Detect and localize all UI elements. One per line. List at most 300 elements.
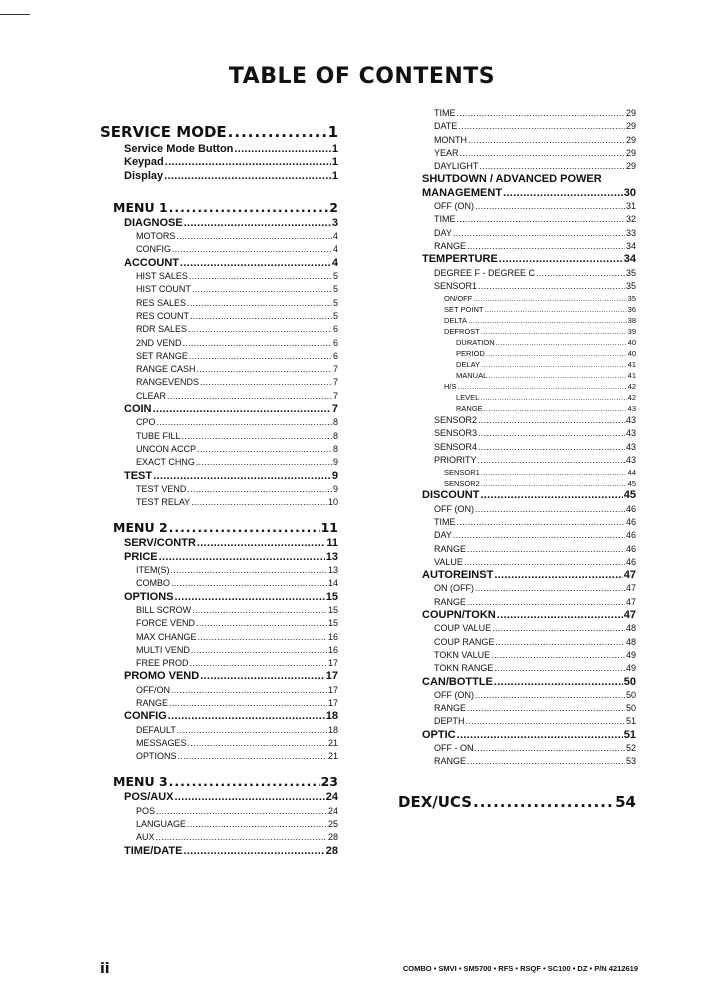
toc-entry-pos-aux[interactable] xyxy=(100,791,338,804)
toc-page-number: 10 xyxy=(327,497,338,508)
toc-page-number: 43 xyxy=(625,415,636,426)
toc-page-number: 16 xyxy=(327,644,338,655)
toc-page-number: 25 xyxy=(327,819,338,830)
toc-entry-label: SHUTDOWN / ADVANCED POWER xyxy=(422,173,602,186)
toc-entry-tube-fill[interactable] xyxy=(100,430,338,443)
toc-entry-options[interactable] xyxy=(100,591,338,604)
toc-dot-leader xyxy=(228,121,327,143)
toc-dot-leader xyxy=(488,370,626,381)
toc-entry-pos[interactable] xyxy=(100,805,338,818)
toc-entry-label: LANGUAGE xyxy=(136,819,187,830)
toc-entry-autoreinst[interactable] xyxy=(398,569,636,582)
toc-entry-label: DAY xyxy=(434,227,452,238)
toc-dot-leader xyxy=(494,662,625,675)
toc-page-number: 46 xyxy=(625,530,636,541)
toc-entry-free-prod[interactable] xyxy=(100,657,338,670)
toc-page-number: 21 xyxy=(327,737,338,748)
toc-entry-label: MOTORS xyxy=(136,231,176,242)
toc-dot-leader xyxy=(453,227,625,240)
toc-dot-leader xyxy=(453,529,625,542)
toc-entry-label: MONTH xyxy=(434,134,467,145)
toc-dot-leader xyxy=(457,729,623,742)
toc-dot-leader xyxy=(172,243,332,256)
toc-entry-label: SENSOR2 xyxy=(444,479,480,489)
toc-dot-leader xyxy=(191,644,327,657)
toc-entry-label: COMBO xyxy=(136,578,171,589)
toc-entry-coup-range[interactable] xyxy=(398,636,636,649)
toc-entry-max-change[interactable] xyxy=(100,631,338,644)
toc-dot-leader xyxy=(197,443,332,456)
toc-entry-label: MENU 3 xyxy=(113,774,168,790)
toc-entry-label: DISCOUNT xyxy=(422,489,480,502)
toc-page-number: 1 xyxy=(331,143,338,155)
toc-dot-leader xyxy=(503,187,623,200)
toc-entry-temperture[interactable] xyxy=(398,253,636,266)
toc-entry-serv-contr[interactable] xyxy=(100,537,338,550)
toc-entry-value[interactable] xyxy=(398,556,636,569)
toc-entry-label: DEFAULT xyxy=(136,724,176,735)
toc-entry-combo[interactable] xyxy=(100,577,338,590)
toc-entry-tokn-range[interactable] xyxy=(398,662,636,675)
toc-entry-label: VALUE xyxy=(434,556,463,567)
toc-dot-leader xyxy=(475,689,625,702)
toc-entry-item-s[interactable] xyxy=(100,564,338,577)
toc-entry-duration[interactable] xyxy=(398,337,636,348)
toc-entry-delta[interactable] xyxy=(398,315,636,326)
toc-entry-date[interactable] xyxy=(398,120,636,133)
toc-entry-depth[interactable] xyxy=(398,715,636,728)
toc-entry-label: RANGE xyxy=(434,240,467,251)
toc-entry-shutdown-advanced-power[interactable] xyxy=(398,173,636,186)
toc-entry-aux[interactable] xyxy=(100,831,338,844)
toc-entry-label: RANGE xyxy=(434,703,467,714)
toc-dot-leader xyxy=(495,636,625,649)
toc-dot-leader xyxy=(467,543,625,556)
toc-dot-leader xyxy=(457,107,625,120)
toc-entry-label: OFF (ON) xyxy=(434,503,474,514)
toc-page-number: 7 xyxy=(332,390,338,401)
toc-page-number: 47 xyxy=(623,569,636,582)
toc-page-number: 13 xyxy=(325,550,338,563)
toc-entry-menu-1[interactable] xyxy=(100,199,338,217)
toc-page-number: 40 xyxy=(627,349,636,359)
toc-entry-label: Service Mode Button xyxy=(124,143,234,155)
toc-dot-leader xyxy=(187,818,327,831)
toc-dot-leader xyxy=(468,134,625,147)
toc-entry-label: CLEAR xyxy=(136,390,167,401)
toc-dot-leader xyxy=(457,516,625,529)
toc-page-number: 31 xyxy=(625,201,636,212)
toc-entry-label: DELTA xyxy=(444,316,468,326)
toc-dot-leader xyxy=(190,657,327,670)
toc-entry-label: POS/AUX xyxy=(124,791,174,804)
toc-dot-leader xyxy=(169,519,320,537)
toc-entry-uncon-accp[interactable] xyxy=(100,443,338,456)
toc-entry-label: DURATION xyxy=(456,338,495,348)
toc-page-number: 23 xyxy=(320,774,338,790)
toc-entry-tokn-value[interactable] xyxy=(398,649,636,662)
toc-entry-month[interactable] xyxy=(398,134,636,147)
toc-entry-options[interactable] xyxy=(100,750,338,763)
toc-page-number: 43 xyxy=(625,455,636,466)
toc-dot-leader xyxy=(480,489,622,502)
toc-entry-sensor2[interactable] xyxy=(398,478,636,489)
toc-entry-label: BILL SCROW xyxy=(136,604,192,615)
toc-entry-label: OFF/ON xyxy=(136,684,170,695)
toc-entry-day[interactable] xyxy=(398,529,636,542)
toc-entry-sensor4[interactable] xyxy=(398,441,636,454)
page-number: ii xyxy=(100,961,110,977)
toc-page-number: 28 xyxy=(325,844,338,857)
toc-dot-leader xyxy=(492,622,625,635)
toc-entry-priority[interactable] xyxy=(398,454,636,467)
toc-entry-menu-2[interactable] xyxy=(100,519,338,537)
toc-entry-range[interactable] xyxy=(398,596,636,609)
toc-entry-label: AUX xyxy=(136,832,155,843)
toc-page-number: 17 xyxy=(325,670,338,683)
toc-entry-label: DEPTH xyxy=(434,716,465,727)
toc-entry-rdr-sales[interactable] xyxy=(100,323,338,336)
toc-page-number: 35 xyxy=(627,294,636,304)
toc-entry-management[interactable] xyxy=(398,187,636,200)
toc-entry-degree-f-degree-c[interactable] xyxy=(398,267,636,280)
toc-dot-leader xyxy=(473,791,614,813)
toc-page-number: 17 xyxy=(327,684,338,695)
toc-entry-label: RANGE xyxy=(136,697,169,708)
toc-page-number: 50 xyxy=(625,689,636,700)
toc-entry-label: DEX/UCS xyxy=(398,792,473,811)
toc-entry-label: COUP RANGE xyxy=(434,636,495,647)
toc-entry-label: RANGE xyxy=(434,756,467,767)
toc-entry-menu-3[interactable] xyxy=(100,773,338,791)
toc-entry-label: ITEM(S) xyxy=(136,565,170,576)
toc-entry-service-mode-button[interactable] xyxy=(100,143,338,156)
toc-entry-set-range[interactable] xyxy=(100,350,338,363)
toc-entry-label: PRIORITY xyxy=(434,455,477,466)
toc-entry-label: HIST SALES xyxy=(136,271,188,282)
toc-entry-set-point[interactable] xyxy=(398,304,636,315)
toc-entry-2nd-vend[interactable] xyxy=(100,337,338,350)
toc-dot-leader xyxy=(171,577,327,590)
toc-entry-label: SENSOR1 xyxy=(434,280,478,291)
toc-page-number: 46 xyxy=(625,543,636,554)
toc-spacer xyxy=(100,763,338,773)
toc-entry-coup-value[interactable] xyxy=(398,622,636,635)
toc-page-number: 18 xyxy=(325,710,338,723)
toc-page-number: 24 xyxy=(325,791,338,804)
toc-entry-label: ON/OFF xyxy=(444,294,473,304)
toc-entry-config[interactable] xyxy=(100,710,338,723)
toc-page-number: 9 xyxy=(332,483,338,494)
toc-dot-leader xyxy=(187,297,332,310)
toc-page-number: 49 xyxy=(625,663,636,674)
toc-dot-leader xyxy=(198,631,327,644)
toc-entry-label: DIAGNOSE xyxy=(124,216,183,229)
toc-entry-test[interactable] xyxy=(100,470,338,483)
toc-dot-leader xyxy=(499,253,623,266)
toc-dot-leader xyxy=(467,240,625,253)
toc-dot-leader xyxy=(473,293,626,304)
toc-entry-label: COUP VALUE xyxy=(434,623,492,634)
toc-dot-leader xyxy=(484,403,627,414)
toc-dot-leader xyxy=(197,537,325,550)
toc-entry-keypad[interactable] xyxy=(100,156,338,169)
toc-page-number: 8 xyxy=(332,430,338,441)
toc-entry-label: SET POINT xyxy=(444,305,484,315)
toc-page-number: 5 xyxy=(332,310,338,321)
toc-entry-day[interactable] xyxy=(398,227,636,240)
toc-page-number: 41 xyxy=(627,371,636,381)
toc-entry-force-vend[interactable] xyxy=(100,617,338,630)
toc-page-number: 50 xyxy=(623,675,636,688)
toc-entry-motors[interactable] xyxy=(100,230,338,243)
toc-entry-label: MAX CHANGE xyxy=(136,631,197,642)
toc-page-number: 8 xyxy=(332,443,338,454)
toc-entry-account[interactable] xyxy=(100,257,338,270)
toc-dot-leader xyxy=(171,684,327,697)
toc-dot-leader xyxy=(479,160,625,173)
toc-page-number: 54 xyxy=(615,792,636,811)
toc-entry-daylight[interactable] xyxy=(398,160,636,173)
toc-dot-leader xyxy=(468,315,627,326)
toc-dot-leader xyxy=(157,416,332,429)
toc-entry-optic[interactable] xyxy=(398,729,636,742)
toc-entry-label: OFF - ON xyxy=(434,742,474,753)
toc-entry-label: RANGE xyxy=(434,596,467,607)
toc-entry-label: COIN xyxy=(124,403,152,416)
toc-dot-leader xyxy=(467,702,625,715)
toc-entry-coin[interactable] xyxy=(100,403,338,416)
toc-entry-off-on[interactable] xyxy=(398,200,636,213)
toc-entry-time[interactable] xyxy=(398,516,636,529)
toc-entry-label: UNCON ACCP xyxy=(136,443,197,454)
toc-page-number: 51 xyxy=(625,716,636,727)
toc-entry-level[interactable] xyxy=(398,392,636,403)
toc-entry-delay[interactable] xyxy=(398,359,636,370)
toc-page-number: 44 xyxy=(627,468,636,478)
toc-entry-h-s[interactable] xyxy=(398,381,636,392)
toc-entry-multi-vend[interactable] xyxy=(100,644,338,657)
toc-entry-promo-vend[interactable] xyxy=(100,670,338,683)
toc-dot-leader xyxy=(196,456,332,469)
toc-entry-cpo[interactable] xyxy=(100,416,338,429)
toc-entry-off-on[interactable] xyxy=(100,684,338,697)
toc-entry-label: EXACT CHNG xyxy=(136,457,195,468)
toc-entry-range-cash[interactable] xyxy=(100,363,338,376)
toc-dot-leader xyxy=(478,414,625,427)
toc-page-number: 30 xyxy=(623,186,636,199)
toc-page-number: 50 xyxy=(625,703,636,714)
toc-page-number: 29 xyxy=(625,108,636,118)
toc-entry-label: TEST RELAY xyxy=(136,497,191,508)
toc-page-number: 17 xyxy=(327,658,338,669)
toc-entry-discount[interactable] xyxy=(398,489,636,502)
toc-entry-label: FORCE VEND xyxy=(136,618,196,629)
toc-entry-range[interactable] xyxy=(398,755,636,768)
toc-entry-off-on[interactable] xyxy=(398,689,636,702)
toc-page-number: 2 xyxy=(329,199,338,215)
toc-entry-label: RANGE CASH xyxy=(136,364,196,375)
toc-dot-leader xyxy=(200,670,325,683)
toc-dot-leader xyxy=(478,280,625,293)
toc-entry-sensor3[interactable] xyxy=(398,427,636,440)
toc-dot-leader xyxy=(467,596,625,609)
toc-entry-range[interactable] xyxy=(398,240,636,253)
toc-entry-label: SENSOR1 xyxy=(444,468,480,478)
toc-page-number: 38 xyxy=(627,316,636,326)
toc-entry-range[interactable] xyxy=(398,543,636,556)
toc-entry-off-on[interactable] xyxy=(398,742,636,755)
toc-dot-leader xyxy=(458,120,625,133)
toc-entry-label: DATE xyxy=(434,121,458,132)
toc-page-number: 5 xyxy=(332,271,338,282)
toc-dot-leader xyxy=(478,427,625,440)
toc-entry-messages[interactable] xyxy=(100,737,338,750)
toc-page-number: 3 xyxy=(331,216,338,229)
toc-page-number: 6 xyxy=(332,324,338,335)
toc-page-number: 4 xyxy=(332,244,338,255)
toc-entry-display[interactable] xyxy=(100,170,338,183)
toc-entry-sensor1[interactable] xyxy=(398,467,636,478)
toc-entry-manual[interactable] xyxy=(398,370,636,381)
toc-page-number: 29 xyxy=(625,121,636,132)
toc-page-number: 9 xyxy=(331,469,338,482)
toc-entry-diagnose[interactable] xyxy=(100,217,338,230)
toc-dot-leader xyxy=(156,831,327,844)
toc-dot-leader xyxy=(196,617,327,630)
toc-entry-sensor2[interactable] xyxy=(398,414,636,427)
toc-page-number: 28 xyxy=(327,832,338,843)
toc-entry-time[interactable] xyxy=(398,213,636,226)
toc-dot-leader xyxy=(478,454,625,467)
toc-dot-leader xyxy=(183,845,324,858)
toc-dot-leader xyxy=(475,503,625,516)
toc-entry-range[interactable] xyxy=(100,697,338,710)
toc-page-number: 21 xyxy=(327,751,338,762)
toc-dot-leader xyxy=(481,478,627,489)
toc-entry-range[interactable] xyxy=(398,403,636,414)
toc-entry-time-date[interactable] xyxy=(100,845,338,858)
toc-page-number: 8 xyxy=(332,417,338,428)
toc-entry-can-bottle[interactable] xyxy=(398,676,636,689)
toc-dot-leader xyxy=(171,564,327,577)
toc-entry-coupn-tokn[interactable] xyxy=(398,609,636,622)
toc-entry-off-on[interactable] xyxy=(398,503,636,516)
toc-entry-test-vend[interactable] xyxy=(100,483,338,496)
toc-page-number: 15 xyxy=(325,590,338,603)
toc-dot-leader xyxy=(197,363,332,376)
toc-dot-leader xyxy=(478,441,625,454)
toc-dot-leader xyxy=(192,604,327,617)
toc-entry-dex-ucs[interactable] xyxy=(398,791,636,813)
toc-entry-label: TOKN VALUE xyxy=(434,649,491,660)
toc-dot-leader xyxy=(190,310,332,323)
toc-entry-language[interactable] xyxy=(100,818,338,831)
toc-page-number: 1 xyxy=(331,156,338,169)
toc-entry-bill-scrow[interactable] xyxy=(100,604,338,617)
toc-entry-period[interactable] xyxy=(398,348,636,359)
toc-page-number: 4 xyxy=(332,231,338,242)
toc-entry-label: DEGREE F - DEGREE C xyxy=(434,267,536,278)
toc-dot-leader xyxy=(175,791,325,804)
toc-entry-clear[interactable] xyxy=(100,390,338,403)
toc-entry-hist-count[interactable] xyxy=(100,283,338,296)
toc-entry-label: POS xyxy=(136,805,156,816)
toc-page-number: 16 xyxy=(327,631,338,642)
toc-entry-label: OPTIONS xyxy=(136,751,177,762)
toc-entry-res-sales[interactable] xyxy=(100,297,338,310)
toc-entry-hist-sales[interactable] xyxy=(100,270,338,283)
toc-page-number: 45 xyxy=(623,489,636,502)
toc-dot-leader xyxy=(484,304,626,315)
toc-page-number: 18 xyxy=(327,724,338,735)
toc-page-number: 47 xyxy=(623,609,636,622)
toc-entry-default[interactable] xyxy=(100,724,338,737)
toc-page-number: 5 xyxy=(332,297,338,308)
toc-entry-price[interactable] xyxy=(100,551,338,564)
toc-entry-config[interactable] xyxy=(100,243,338,256)
toc-page-number: 13 xyxy=(327,565,338,576)
toc-entry-label: OFF (ON) xyxy=(434,689,474,700)
toc-dot-leader xyxy=(191,496,327,509)
toc-dot-leader xyxy=(200,376,332,389)
toc-entry-res-count[interactable] xyxy=(100,310,338,323)
toc-entry-on-off[interactable] xyxy=(398,582,636,595)
toc-entry-exact-chng[interactable] xyxy=(100,456,338,469)
toc-page-number: 7 xyxy=(331,403,338,416)
toc-dot-leader xyxy=(464,556,625,569)
toc-entry-label: TOKN RANGE xyxy=(434,663,494,674)
toc-entry-label: OPTIONS xyxy=(124,590,174,603)
toc-entry-label: MENU 1 xyxy=(113,199,168,215)
toc-dot-leader xyxy=(480,392,626,403)
toc-page-number: 6 xyxy=(332,337,338,348)
toc-entry-label: RANGE xyxy=(434,543,467,554)
toc-page-number: 46 xyxy=(625,503,636,514)
toc-dot-leader xyxy=(466,715,625,728)
toc-entry-label: DAYLIGHT xyxy=(434,161,479,172)
toc-dot-leader xyxy=(159,551,325,564)
toc-dot-leader xyxy=(486,348,627,359)
toc-entry-label: HIST COUNT xyxy=(136,284,191,295)
toc-entry-label: TEST VEND xyxy=(136,483,187,494)
toc-entry-rangevends[interactable] xyxy=(100,376,338,389)
toc-entry-sensor1[interactable] xyxy=(398,280,636,293)
toc-entry-range[interactable] xyxy=(398,702,636,715)
toc-entry-defrost[interactable] xyxy=(398,326,636,337)
toc-entry-label: DAY xyxy=(434,530,452,541)
toc-page-number: 42 xyxy=(627,393,636,403)
toc-entry-year[interactable] xyxy=(398,147,636,160)
toc-entry-test-relay[interactable] xyxy=(100,496,338,509)
toc-entry-label: Keypad xyxy=(124,156,164,169)
toc-entry-service-mode[interactable] xyxy=(100,121,338,143)
toc-left-column xyxy=(100,121,338,858)
toc-dot-leader xyxy=(536,267,625,280)
toc-entry-time[interactable] xyxy=(398,107,636,120)
toc-entry-on-off[interactable] xyxy=(398,293,636,304)
toc-page-number: 39 xyxy=(627,327,636,337)
toc-entry-label: CPO xyxy=(136,417,156,428)
toc-page-number: 29 xyxy=(625,161,636,172)
toc-entry-label: MANAGEMENT xyxy=(422,186,503,199)
toc-entry-label: ON (OFF) xyxy=(434,583,474,594)
page-title: TABLE OF CONTENTS xyxy=(228,64,496,89)
toc-page-number: 46 xyxy=(625,556,636,567)
toc-dot-leader xyxy=(153,470,331,483)
toc-entry-label: RDR SALES xyxy=(136,324,188,335)
toc-entry-label: PERIOD xyxy=(456,349,485,359)
